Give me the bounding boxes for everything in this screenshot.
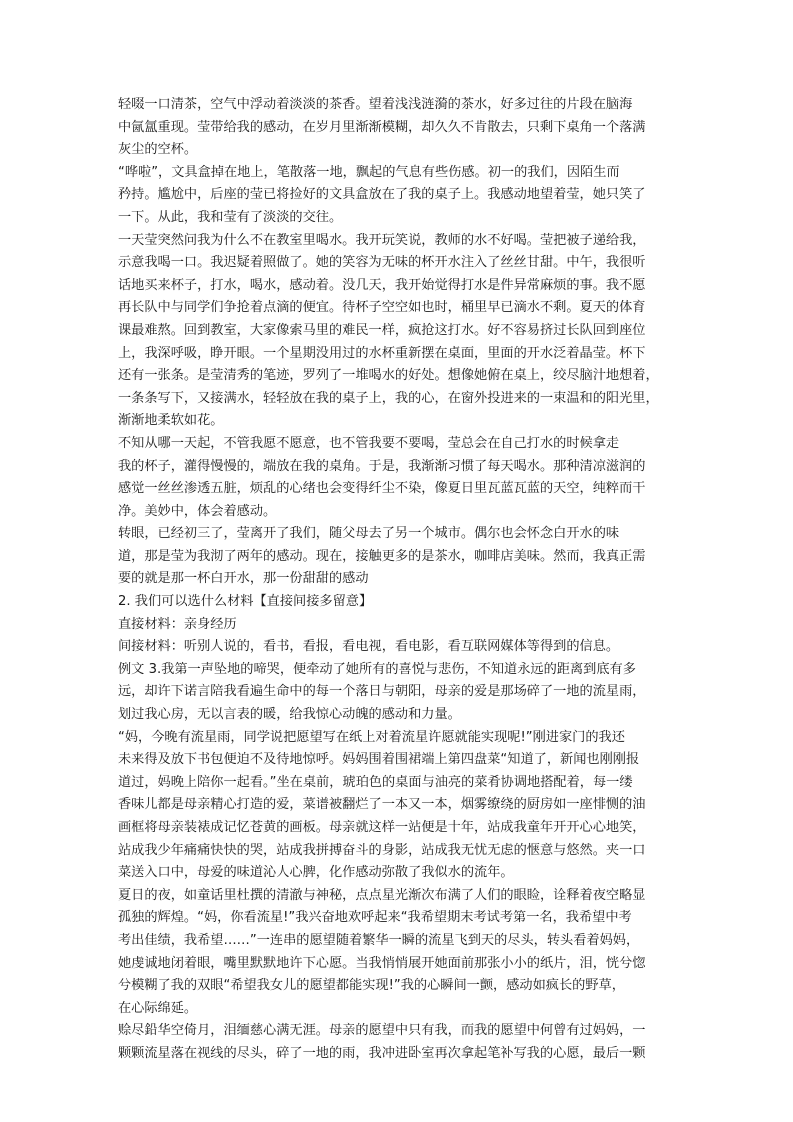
document-body [118, 94, 680, 1066]
text-line: 划过我心房，无以言表的暖，给我惊心动魄的感动和力量。 [118, 707, 461, 723]
text-line: 要的就是那一杯白开水，那一份甜甜的感动 [118, 571, 369, 587]
text-line: 渐渐地柔软如花。 [118, 413, 224, 429]
text-line: 考出佳绩，我希望……”一连串的愿望随着繁华一瞬的流星飞到天的尽头，转头看着妈妈， [118, 932, 640, 948]
text-line: 兮模糊了我的双眼“希望我女儿的愿望都能实现!”我的心瞬间一颤，感动如疯长的野草， [118, 978, 625, 994]
text-line: 颗颗流星落在视线的尽头，碎了一地的雨，我冲进卧室再次拿起笔补写我的心愿，最后一颗 [118, 1045, 646, 1061]
text-line: 矜持。尴尬中，后座的莹已将捡好的文具盒放在了我的桌子上。我感动地望着莹，她只笑了 [118, 187, 646, 203]
text-line: 上，我深呼吸，睁开眼。一个星期没用过的水杯重新摆在桌面，里面的开水泛着晶莹。杯下 [118, 345, 646, 361]
text-line: 间接材料：听别人说的，看书，看报，看电视，看电影，看互联网媒体等得到的信息。 [118, 639, 620, 655]
text-line: 未来得及放下书包便迫不及待地惊呼。妈妈围着围裙端上第四盘菜“知道了，新闻也刚刚报 [118, 752, 640, 768]
text-line: “妈，今晚有流星雨，同学说把愿望写在纸上对着流星许愿就能实现呢!”刚进家门的我还 [118, 729, 625, 745]
text-line: 例文 3.我第一声坠地的啼哭，便牵动了她所有的喜悦与悲伤，不知道永远的距离到底有多 [118, 661, 636, 677]
text-line: 灰尘的空杯。 [118, 142, 198, 158]
text-line: 道，那是莹为我沏了两年的感动。现在，接触更多的是茶水，咖啡店美味。然而，我真正需 [118, 548, 646, 564]
text-line: 赊尽鉛华空倚月，泪缅慈心满无涯。母亲的愿望中只有我，而我的愿望中何曾有过妈妈，一 [118, 1023, 646, 1039]
section-heading: 2. 我们可以选什么材料【直接间接多留意】 [118, 594, 373, 610]
text-line: 香味儿都是母亲精心打造的爱，菜谱被翻烂了一本又一本，烟雾缭绕的厨房如一座悱恻的油 [118, 797, 646, 813]
text-line: 还有一张条。是莹清秀的笔迹，罗列了一堆喝水的好处。想像她俯在桌上，绞尽脑汁地想着， [118, 368, 659, 384]
text-line: 感觉一丝丝渗透五脏，烦乱的心绪也会变得纤尘不染，像夏日里瓦蓝瓦蓝的天空，纯粹而干 [118, 481, 646, 497]
text-line: 净。美妙中，体会着感动。 [118, 503, 277, 519]
text-line: 中氤氲重现。莹带给我的感动，在岁月里渐渐模糊，却久久不肯散去，只剩下桌角一个落满 [118, 119, 646, 135]
text-line: 孤独的辉煌。“妈，你看流星!”我兴奋地欢呼起来“我希望期末考试考第一名，我希望中考 [118, 910, 632, 926]
text-line: “哗啦”，文具盒掉在地上，笔散落一地，飘起的气息有些伤感。初一的我们，因陌生而 [118, 164, 620, 180]
text-line: 课最难熬。回到教室，大家像索马里的难民一样，疯抢这打水。好不容易挤过长队回到座位 [118, 322, 646, 338]
text-line: 一下。从此，我和莹有了淡淡的交往。 [118, 209, 343, 225]
text-line: 转眼，已经初三了，莹离开了我们，随父母去了另一个城市。偶尔也会怀念白开水的味 [118, 526, 620, 542]
text-line: 远，却许下诺言陪我看遍生命中的每一个落日与朝阳，母亲的爱是那场碎了一地的流星雨， [118, 684, 646, 700]
text-line: 夏日的夜，如童话里杜撰的清澈与神秘，点点星光渐次布满了人们的眼睑，诠释着夜空略显 [118, 887, 646, 903]
text-line: 画框将母亲装裱成记忆苍黄的画板。母亲就这样一站便是十年，站成我童年开开心心地笑， [118, 820, 646, 835]
text-line: 示意我喝一口。我迟疑着照做了。她的笑容为无味的杯开水注入了丝丝甘甜。中午，我很听 [118, 255, 646, 271]
text-line: 站成我少年痛痛快快的哭，站成我拼搏奋斗的身影，站成我无忧无虑的惬意与悠然。夹一口 [118, 842, 646, 858]
text-line: 我的杯子，灌得慢慢的，端放在我的桌角。于是，我渐渐习惯了每天喝水。那种清凉滋润的 [118, 458, 646, 474]
text-line: 道过，妈晚上陪你一起看。”坐在桌前，琥珀色的桌面与油亮的菜肴协调地搭配着，每一缕 [118, 774, 633, 790]
text-line: 话地买来杯子，打水，喝水，感动着。没几天，我开始觉得打水是件异常麻烦的事。我不愿 [118, 277, 646, 293]
text-line: 一天莹突然问我为什么不在教室里喝水。我开玩笑说，教师的水不好喝。莹把被子递给我， [118, 232, 646, 248]
text-line: 在心际绵延。 [118, 1000, 198, 1016]
text-line: 她虔诚地闭着眼，嘴里默默地许下心愿。当我悄悄展开她面前那张小小的纸片，泪，恍兮惚 [118, 955, 646, 971]
text-line: 再长队中与同学们争抢着点滴的便宜。待杯子空空如也时，桶里早已滴水不剩。夏天的体育 [118, 300, 646, 316]
text-line: 菜送入口中，母爱的味道沁人心脾，化作感动弥散了我似水的流年。 [118, 865, 514, 881]
text-line: 直接材料：亲身经历 [118, 616, 237, 632]
text-line: 一条条写下，又接满水，轻轻放在我的桌子上，我的心，在窗外投进来的一束温和的阳光里， [118, 390, 659, 406]
text-line: 不知从哪一天起，不管我愿不愿意，也不管我要不要喝，莹总会在自己打水的时候拿走 [118, 435, 620, 451]
text-line: 轻啜一口清茶，空气中浮动着淡淡的茶香。望着浅浅涟漪的茶水，好多过往的片段在脑海 [118, 97, 633, 112]
